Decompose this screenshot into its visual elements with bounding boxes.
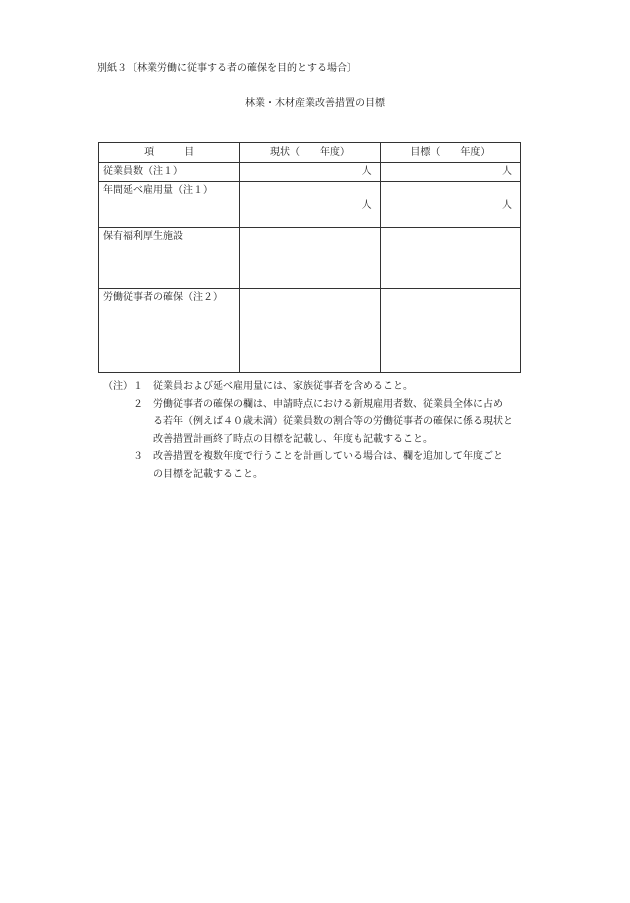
unit-label: 人 <box>361 200 372 211</box>
row-label-welfare-facilities: 保有福利厚生施設 <box>99 228 240 289</box>
employees-target-cell[interactable] <box>380 163 520 182</box>
row-label-annual-employment: 年間延べ雇用量（注１） <box>99 182 240 228</box>
table-row <box>99 163 521 182</box>
note-line: の目標を記載すること。 <box>153 468 263 480</box>
worker-securing-target-cell[interactable] <box>380 289 520 373</box>
note-line: 改善措置を複数年度で行うことを計画している場合は、欄を追加して年度ごと <box>153 451 503 462</box>
header-item-char-1: 項 <box>144 146 155 158</box>
note-line: 労働従事者の確保の欄は、申請時点における新規雇用者数、従業員全体に占め <box>153 398 503 410</box>
annual-employment-target-cell[interactable] <box>380 182 520 228</box>
note-number: ２ <box>133 398 143 410</box>
notes-section <box>103 378 528 483</box>
unit-label: 人 <box>502 200 512 211</box>
notes-prefix: （注） <box>103 381 133 392</box>
note-line: 改善措置計画終了時点の目標を記載し、年度も記載すること。 <box>153 433 433 445</box>
header-item-char-2: 目 <box>184 146 195 158</box>
document-title: 林業・木材産業改善措置の目標 <box>245 98 385 109</box>
note-line: 従業員および延べ雇用量には、家族従事者を含めること。 <box>153 381 413 392</box>
note-number: １ <box>133 381 143 392</box>
note-item-1 <box>103 378 528 396</box>
row-label-worker-securing: 労働従事者の確保（注２） <box>99 289 240 373</box>
unit-label: 人 <box>361 166 372 177</box>
employees-current-cell[interactable] <box>240 163 380 182</box>
document-header: 別紙３〔林業労働に従事する者の確保を目的とする場合〕 <box>97 63 357 74</box>
improvement-target-table <box>98 142 521 373</box>
table-header-row <box>99 143 521 163</box>
header-target: 目標（ 年度） <box>380 143 520 163</box>
table-row <box>99 289 521 373</box>
table-row <box>99 182 521 228</box>
welfare-current-cell[interactable] <box>240 228 380 289</box>
annual-employment-current-cell[interactable] <box>240 182 380 228</box>
row-label-employees: 従業員数（注１） <box>99 163 240 182</box>
welfare-target-cell[interactable] <box>380 228 520 289</box>
worker-securing-current-cell[interactable] <box>240 289 380 373</box>
note-item-3 <box>103 448 528 466</box>
header-item <box>99 143 240 163</box>
note-item-2 <box>103 396 528 414</box>
table-row <box>99 228 521 289</box>
header-current: 現状（ 年度） <box>240 143 380 163</box>
note-number: ３ <box>133 451 143 462</box>
unit-label: 人 <box>502 166 512 177</box>
note-line: る若年（例えば４０歳未満）従業員数の割合等の労働従事者の確保に係る現状と <box>153 416 513 427</box>
